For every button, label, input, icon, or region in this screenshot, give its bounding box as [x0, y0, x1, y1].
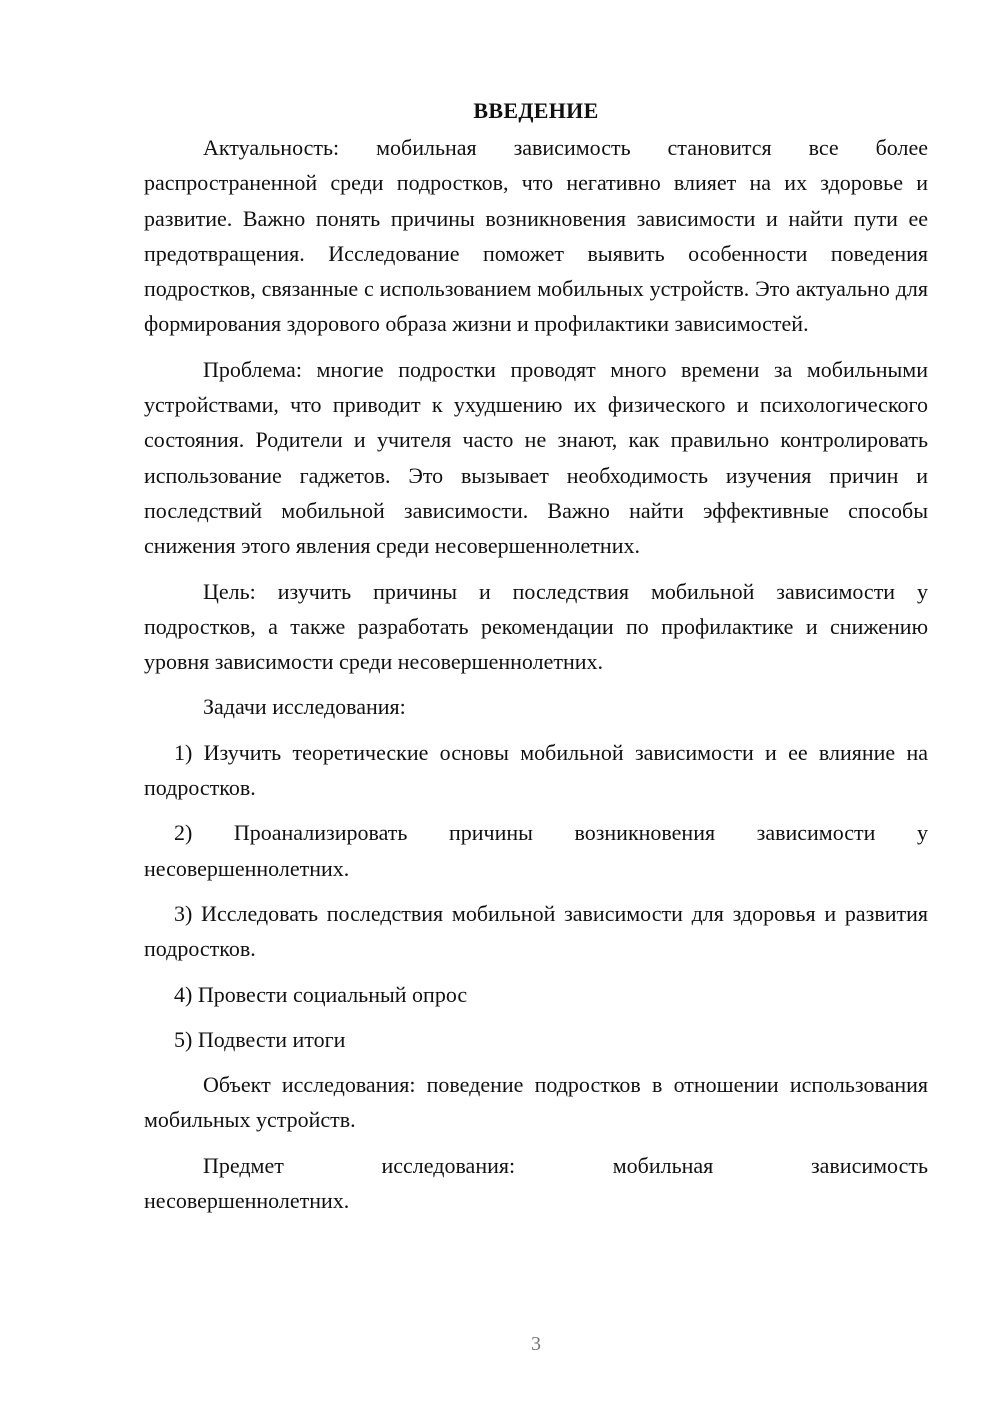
- section-title: ВВЕДЕНИЕ: [473, 98, 599, 123]
- subject-line-1: Предмет исследования: мобильная зависимость: [203, 1152, 928, 1178]
- page-number: 3: [531, 1333, 541, 1355]
- tasks-heading: Задачи исследования:: [203, 694, 406, 720]
- problem-paragraph: Проблема: многие подростки проводят много времени за мобильными устройствами, что приводит к ухудшению их физического и психологического состояния. Родители и учителя часто не знают, как правильно контролировать использование гаджетов. Это вызывает необходимость изучения причин и последствий мобильной зависимости. Важно найти эффективные способы снижения этого явления среди несовершеннолетних.: [144, 356, 928, 559]
- task-item-4: 4) Провести социальный опрос: [174, 981, 468, 1007]
- goal-paragraph: Цель: изучить причины и последствия мобильной зависимости у подростков, а также разработать рекомендации по профилактике и снижению уровня зависимости среди несовершеннолетних.: [144, 578, 928, 675]
- object-paragraph: Объект исследования: поведение подростков в отношении использования мобильных устройств.: [144, 1072, 928, 1133]
- subject-paragraph: [144, 1148, 928, 1219]
- subject-line-2: несовершеннолетних.: [144, 1188, 350, 1214]
- relevance-paragraph: Актуальность: мобильная зависимость становится все более распространенной среди подростков, что негативно влияет на их здоровье и развитие. Важно понять причины возникновения зависимости и найти пути ее предотвращения. Исследование поможет выявить особенности поведения подростков, связанные с использованием мобильных устройств. Это актуально для формирования здорового образа жизни и профилактики зависимостей.: [144, 135, 928, 337]
- document-page: [144, 96, 928, 1218]
- task-item-5: 5) Подвести итоги: [174, 1026, 346, 1052]
- task-item-1: 1) Изучить теоретические основы мобильной зависимости и ее влияние на подростков.: [144, 739, 928, 801]
- task-item-3: 3) Исследовать последствия мобильной зависимости для здоровья и развития подростков.: [144, 900, 928, 962]
- task-item-2: 2) Проанализировать причины возникновения зависимости у несовершеннолетних.: [144, 820, 928, 881]
